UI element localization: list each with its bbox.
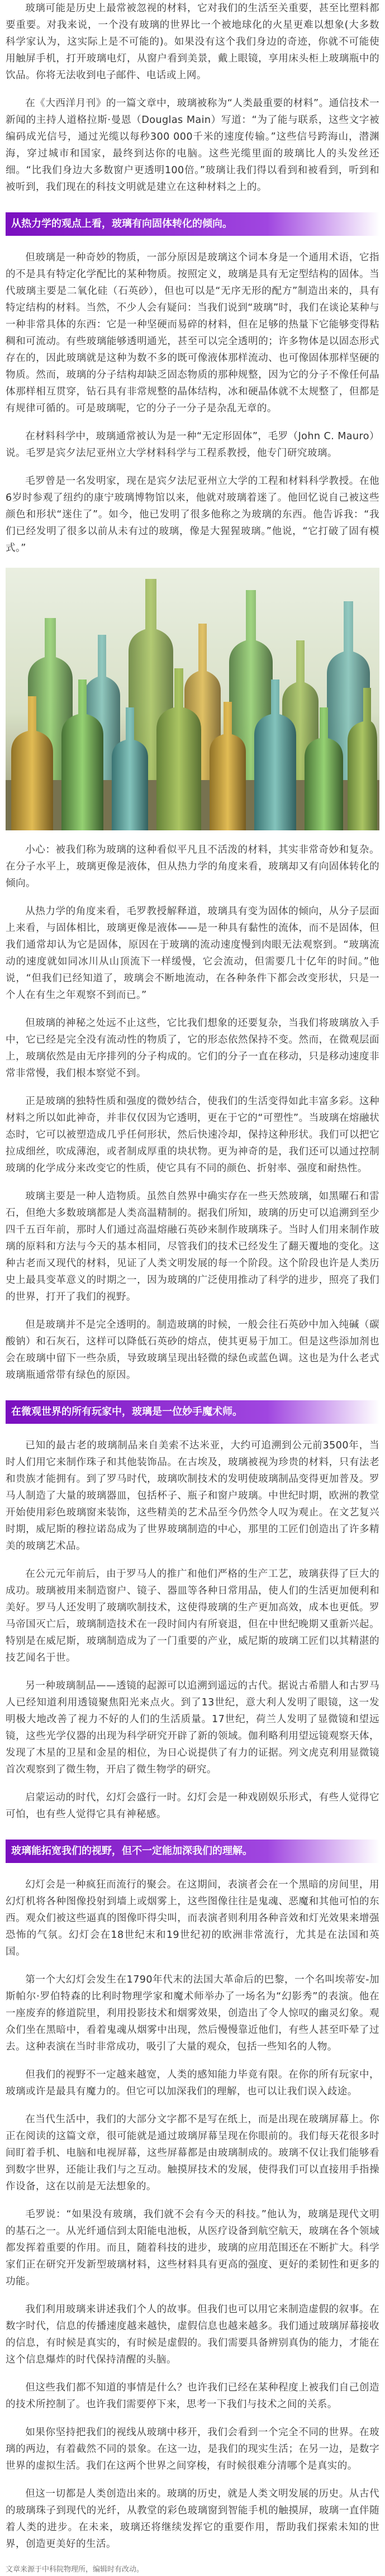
paragraph: 在《大西洋月刊》的一篇文章中，玻璃被称为“人类最重要的材料”。通信技术一新闻的主持人道格拉斯·曼恩（Douglas Main）写道：“为了能与联系，这些文字被编码成光信号，通过光缆以每秒300 000千米的速度传输。”这些信号跨海山，潜渊海，穿过城市和国家，最终到达你的电脑。这些光缆里面的玻璃比人的头发丝还细。“比我们身边大多数窗户更透明100倍。”玻璃让我们得以看到和被看到，听到和被听到，我们现在的科技文明就是建立在这种材料之上的。 <box>6 98 379 193</box>
section-intro <box>0 0 385 196</box>
paragraph: 在当代生活中，我们的大部分文字都不是写在纸上，而是出现在玻璃屏幕上。你正在阅读的这篇文章，很可能就是通过玻璃屏幕呈现在你眼前的。我们每天花很多时间盯着手机、电脑和电视屏幕，这些屏幕都是由玻璃制成的。玻璃不仅让我们能够看到数字世界，还能让我们与之互动。触摸屏技术的发展，使得我们可以直接用手指操作设备，这在以前是无法想象的。 <box>6 2114 379 2192</box>
paragraph: 但我们的视野不一定越来越宽，人类的感知能力毕竟有限。在你的所有玩家中，玻璃或许是最具有魔力的。但它可以加深我们的理解，也可以让我们误入歧途。 <box>6 2069 379 2097</box>
paragraph: 但玻璃的神秘之处远不止这些，它比我们想象的还要复杂，当我们将玻璃放入手中，它已经是完全没有流动性的物质了，它的形态依然保持不变。然而，在微观层面上，玻璃依然是由无序排列的分子构成的。它们的分子一直在移动，只是移动速度非常非常慢，我们根本察觉不到。 <box>6 1018 379 1079</box>
section-3 <box>0 842 385 1384</box>
bottles-illustration <box>6 568 379 830</box>
section-5 <box>0 1876 385 2553</box>
paragraph: 第一个大幻灯会发生在1790年代末的法国大革命后的巴黎，一个名叫埃蒂安-加斯帕尔·罗伯特森的比利时物理学家和魔术师举办了一场名为“幻影秀”的表演。他在一座废弃的修道院里，利用投影技术和烟雾效果，创造出了令人惊叹的幽灵幻象。观众们坐在黑暗中，看着鬼魂从烟雾中出现，然后慢慢靠近他们，有些人甚至吓晕了过去。这种表演在当时非常成功，吸引了大量的观众，包括一些知名的人物。 <box>6 1974 379 2052</box>
paragraph: 但是玻璃并不是完全透明的。制造玻璃的时候，一般会往石英砂中加入纯碱（碳酸钠）和石灰石，这样可以降低石英砂的熔点，使其更易于加工。但是这些添加剂也会在玻璃中留下一些杂质，导致玻璃呈现出轻微的绿色或蓝色调。这也是为什么老式玻璃瓶通常带有绿色的原因。 <box>6 1319 379 1381</box>
paragraph: 但这一切都是人类创造出来的。玻璃的历史，就是人类文明发展的历史。从古代的玻璃珠子到现代的光纤，从教堂的彩色玻璃窗到智能手机的触摸屏，玻璃一直伴随着人类的进步。在未来，玻璃还将继续发挥它的重要作用，帮助我们探索未知的世界，创造更美好的生活。 <box>6 2488 379 2550</box>
section-heading-3: 玻璃能拓宽我们的视野，但不一定能加深我们的理解。 <box>6 1840 379 1863</box>
source-note: 文章来源于中科院物理所，编辑时有改动。 <box>6 2565 144 2574</box>
paragraph: 从热力学的角度来看，毛罗教授解释道，玻璃具有变为固体的倾向，从分子层面上来看，与固体相比，玻璃更像是液体——是一种具有黏性的流体，而不是固体，但我们通常却认为它是固体，原因在于玻璃的流动速度慢到肉眼无法观察到。“玻璃流动的速度就如同冰川从山顶流下一样缓慢，它会流动，但需要几十亿年的时间。”他说，“但我们已经知道了，玻璃会不断地流动，在各种条件下都会改变形状，只是一个人在有生之年观察不到而已。” <box>6 906 379 1001</box>
paragraph: 正是玻璃的独特性质和强度的微妙结合，使我们的生活变得如此丰富多彩。这种材料之所以如此神奇，并非仅仅因为它透明，更在于它的“可塑性”。当玻璃在熔融状态时，它可以被塑造成几乎任何形状，然后快速冷却，保持这种形状。我们可以把它拉成细丝，吹成薄泡，或者制成厚重的块状物。更为神奇的是，我们还可以通过控制玻璃的化学成分来改变它的性质，使它具有不同的颜色、折射率、强度和耐热性。 <box>6 1096 379 1174</box>
paragraph: 毛罗说：“如果没有玻璃，我们就不会有今天的科技。”他认为，玻璃是现代文明的基石之一。从光纤通信到太阳能电池板，从医疗设备到航空航天，玻璃在各个领域都发挥着重要的作用。而且，随着科技的进步，玻璃的应用范围还在不断扩大。科学家们正在研究开发新型玻璃材料，这些材料具有更高的强度、更好的柔韧性和更多的功能。 <box>6 2209 379 2287</box>
paragraph: 启蒙运动的时代，幻灯会盛行一时。幻灯会是一种戏剧娱乐形式，有些人觉得它可怕，也有些人觉得它具有神秘感。 <box>6 1792 379 1820</box>
bottles-photo <box>6 568 379 830</box>
paragraph: 玻璃可能是历史上最常被忽视的材料，它对我们的生活至关重要，甚至比塑料都要重要。对我来说，一个没有玻璃的世界比一个被地球化的火星更难以想象(大多数科学家认为，这实际上是不可能的)。如果没有这个我们身边的奇迹，你就不可能使用触屏手机，打开玻璃电灯，从窗户看到美景，戴上眼镜，享用床头柜上玻璃瓶中的饮品。你将无法收到电子邮件、电话或上网。 <box>6 3 379 81</box>
paragraph: 毛罗曾是一名发明家，现在是宾夕法尼亚州立大学的工程和材料科学教授。在他6岁时参观了纽约的康宁玻璃博物馆以来，他就对玻璃着迷了。他回忆说自己被这些颜色和形状“迷住了”。如今，他已发明了很多他称之为玻璃的东西。他告诉我：“我们已经发明了很多以前从未有过的玻璃，像是大猩猩玻璃。”他说，“它打破了固有模式。” <box>6 476 379 554</box>
paragraph: 已知的最古老的玻璃制品来自美索不达米亚，大约可追溯到公元前3500年，当时人们用它来制作珠子和其他装饰品。在古埃及，玻璃被视为珍贵的材料，只有法老和贵族才能拥有。到了罗马时代，玻璃吹制技术的发明使玻璃制品变得更加普及。罗马人制造了大量的玻璃器皿，包括杯子、瓶子和窗户玻璃。中世纪时期，欧洲的教堂开始使用彩色玻璃窗来装饰，这些精美的艺术品至今仍然令人叹为观止。在文艺复兴时期，威尼斯的穆拉诺岛成为了世界玻璃制造的中心，那里的工匠们创造出了许多精美的玻璃艺术品。 <box>6 1440 379 1552</box>
section-2 <box>0 249 385 557</box>
paragraph: 我们利用玻璃来讲述我们个人的故事。但我们也可以用它来制造虚假的叙事。在数字时代，信息的传播速度越来越快，虚假信息也越来越多。我们通过玻璃屏幕接收的信息，有时候是真实的，有时候是虚假的。我们需要具备辨别真伪的能力，才能在这个信息爆炸的时代保持清醒的头脑。 <box>6 2304 379 2365</box>
paragraph: 玻璃主要是一种人造物质。虽然自然界中确实存在一些天然玻璃，如黑曜石和雷石，但绝大多数玻璃都是人类高温精制的。据我们所知，玻璃的历史可以追溯到至少四千五百年前，那时人们通过高温熔融石英砂来制作玻璃珠子。当时人们用来制作玻璃的原料和方法与今天的基本相同，尽管我们的技术已经发生了翻天覆地的变化。这种古老而又现代的材料，见证了人类文明发展的每一个阶段。这个阶段也许是人类历史上最具变革意义的时期之一，因为玻璃的广泛使用推动了科学的进步，照亮了我们的世界，打开了我们的视野。 <box>6 1191 379 1303</box>
paragraph: 在材料科学中，玻璃通常被认为是一种“无定形固体”，毛罗（John C. Mauro）说。毛罗是宾夕法尼亚州立大学材料科学与工程系教授，他专门研究玻璃。 <box>6 431 379 459</box>
paragraph: 如果你坚持把我们的视线从玻璃中移开，我们会看到一个完全不同的世界。在玻璃的两边，有着截然不同的景象。在这一边，是我们的现实生活；在另一边，是数字世界的虚拟生活。我们在这两个世界之间穿梭，有时候很难分清哪个是真实的。 <box>6 2427 379 2472</box>
paragraph: 在公元元年前后，由于罗马人的推广和他们严格的生产工艺，玻璃获得了巨大的成功。玻璃被用来制造窗户、镜子、器皿等各种日常用品，使人们的生活更加便利和美好。罗马人还发明了玻璃吹制技术，这使得玻璃的生产更加高效，成本也更低。罗马帝国灭亡后，玻璃制造技术在一段时间内有所衰退，但在中世纪晚期又重新兴起。特别是在威尼斯，玻璃制造成为了一门重要的产业，威尼斯的玻璃工匠们以其精湛的技艺闻名于世。 <box>6 1569 379 1664</box>
section-heading-2: 在微观世界的所有玩家中，玻璃是一位妙手魔术师。 <box>6 1400 379 1424</box>
paragraph: 但玻璃是一种奇妙的物质，一部分原因是玻璃这个词本身是一个通用术语，它指的不是具有特定化学配比的某种物质。按照定义，玻璃是具有无定型结构的固体。当代玻璃主要是二氧化硅（石英砂），但也可以是“无序无形的配方”制造出来的，具有特定结构的材料。当然，不少人会有疑问：当我们说到“玻璃”时，我们在谈论某种与一种非常具体的东西：它是一种坚硬而易碎的材料，但在足够的热量下它能够变得粘稠和可流动。有些玻璃能够透明通光，甚至可以完全透明的；许多物体是以固态形式存在的，因此玻璃就是这种为数不多的既可像液体那样流动、也可像固体那样坚硬的物质。然而，玻璃的分子结构却缺乏固态物质的那种规整，因为它的分子不像任何晶体那样相互贯穿，钻石具有非常规整的晶体结构，冰和硬晶体就不太规整了，但都是有规律可循的。可是玻璃呢，它的分子一分子是杂乱无章的。 <box>6 252 379 414</box>
paragraph: 小心：被我们称为玻璃的这种看似平凡且不活泼的材料，其实非常奇妙和复杂。在分子水平上，玻璃更像是液体，但从热力学的角度来看，玻璃却又有向固体转化的倾向。 <box>6 844 379 889</box>
paragraph: 另一种玻璃制品——透镜的起源可以追溯到遥远的古代。据说古希腊人和古罗马人已经知道利用透镜聚焦阳光来点火。到了13世纪，意大利人发明了眼镜，这一发明极大地改善了视力不好的人们的生活质量。17世纪，荷兰人发明了显微镜和望远镜，这些光学仪器的出现为科学研究开辟了新的领域。伽利略利用望远镜观察天体，发现了木星的卫星和金星的相位，为日心说提供了有力的证据。列文虎克利用显微镜首次观察到了微生物，开启了微生物学的研究。 <box>6 1680 379 1775</box>
paragraph: 幻灯会是一种疯狂而流行的聚会。在这期间，表演者会在一个黑暗的房间里，用幻灯机将各种图像投射到墙上或烟雾上，这些图像往往是鬼魂、恶魔和其他可怕的东西。观众们被这些逼真的图像吓得尖叫，而表演者则利用各种音效和灯光效果来增强恐怖的气氛。幻灯会在18世纪末和19世纪初的欧洲非常流行，尤其是在法国和英国。 <box>6 1879 379 1957</box>
paragraph: 但这些我们都不知道的事情是什么？也许我们已经在某种程度上被我们自己创造的技术所控制了。也许我们需要停下来，思考一下我们与技术之间的关系。 <box>6 2382 379 2410</box>
section-heading-1: 从热力学的观点上看，玻璃有向固体转化的倾向。 <box>6 212 379 236</box>
section-4 <box>0 1437 385 1823</box>
